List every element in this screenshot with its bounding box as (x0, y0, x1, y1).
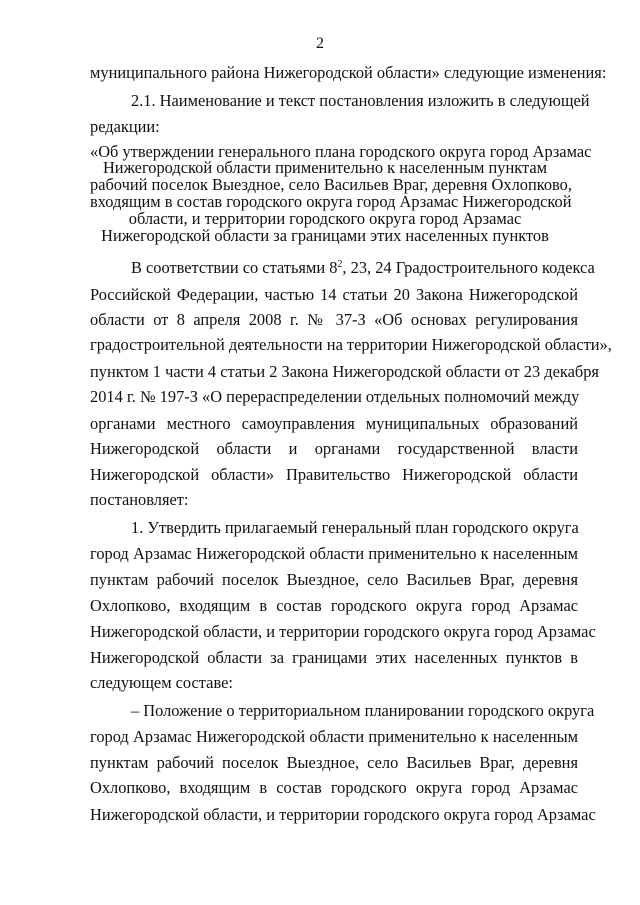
quoted-title-line: входящим в состав городского округа город Арзамас Нижегородской (90, 192, 572, 211)
quoted-title-line: «Об утверждении генерального плана городского округа город Арзамас (90, 142, 592, 161)
page-number: 2 (316, 35, 324, 52)
text-line: Российской Федерации, частью 14 статьи 20 Закона Нижегородской (90, 285, 578, 304)
text-line: 2.1. Наименование и текст постановления изложить в следующей (131, 91, 590, 110)
superscript: 2 (337, 259, 343, 270)
text-line: постановляет: (90, 490, 189, 509)
text-line: пунктам рабочий поселок Выездное, село Васильев Враг, деревня (90, 753, 578, 772)
text-line: области от 8 апреля 2008 г. № 37-З «Об основах регулирования (90, 310, 578, 329)
text-line: следующем составе: (90, 673, 233, 692)
text-fragment: В соответствии со статьями 8 (131, 258, 338, 277)
text-line: Охлопково, входящим в состав городского округа город Арзамас (90, 778, 578, 797)
quoted-title-line: области, и территории городского округа город Арзамас (128, 209, 522, 228)
text-line: Нижегородской области, и территории городского округа город Арзамас (90, 805, 596, 824)
text-line: органами местного самоуправления муниципальных образований (90, 414, 578, 433)
text-line: город Арзамас Нижегородской области применительно к населенным (90, 544, 578, 563)
text-line (131, 258, 595, 278)
quoted-title-line: рабочий поселок Выездное, село Васильев Враг, деревня Охлопково, (90, 175, 572, 194)
text-line: градостроительной деятельности на территории Нижегородской области», (90, 335, 612, 354)
text-line: муниципального района Нижегородской области» следующие изменения: (90, 63, 607, 82)
quoted-title-line: Нижегородской области применительно к населенным пунктам (102, 158, 548, 177)
quoted-title-line: Нижегородской области за границами этих населенных пунктов (101, 226, 549, 245)
text-line: пунктам рабочий поселок Выездное, село Васильев Враг, деревня (90, 570, 578, 589)
text-line: Нижегородской области» Правительство Нижегородской области (90, 465, 578, 484)
text-line: пунктом 1 части 4 статьи 2 Закона Нижегородской области от 23 декабря (90, 362, 599, 381)
text-line: Охлопково, входящим в состав городского округа город Арзамас (90, 596, 578, 615)
text-line: 1. Утвердить прилагаемый генеральный план городского округа (131, 518, 579, 537)
text-line: 2014 г. № 197-З «О перераспределении отдельных полномочий между (90, 387, 580, 406)
text-fragment: , 23, 24 Градостроительного кодекса (342, 258, 595, 277)
text-line: редакции: (90, 117, 160, 136)
text-line: город Арзамас Нижегородской области применительно к населенным (90, 727, 578, 746)
text-line: Нижегородской области за границами этих населенных пунктов в (90, 648, 578, 667)
text-line: Нижегородской области и органами государственной власти (90, 439, 578, 458)
text-line: – Положение о территориальном планировании городского округа (131, 701, 595, 720)
text-line: Нижегородской области, и территории городского округа город Арзамас (90, 622, 596, 641)
